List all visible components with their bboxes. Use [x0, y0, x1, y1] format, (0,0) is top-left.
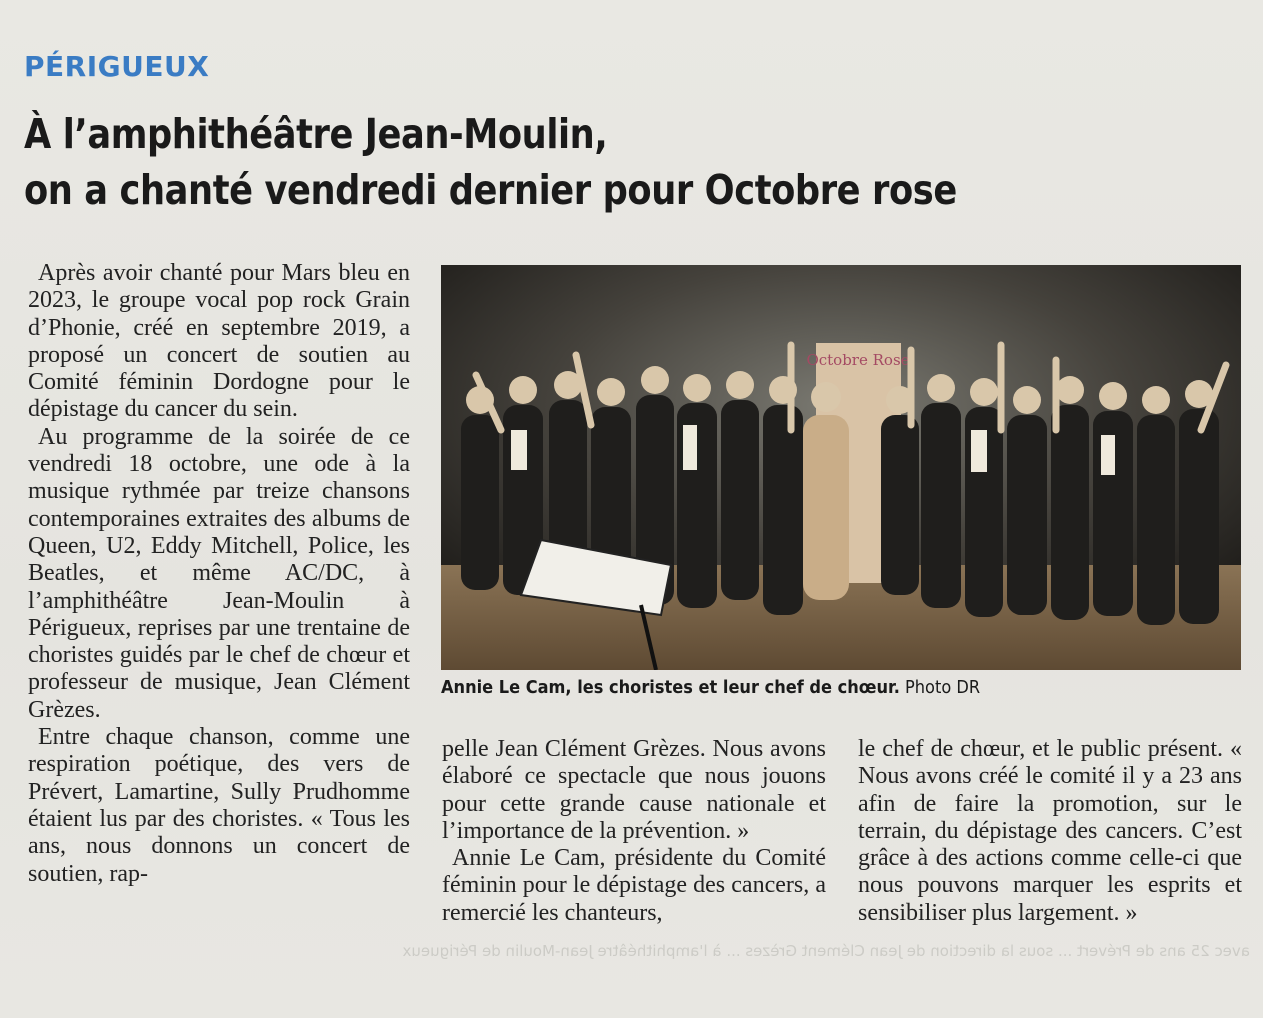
- choir-photo: [441, 265, 1241, 670]
- article-column-3: [858, 736, 1242, 927]
- article-headline: [24, 106, 1073, 218]
- paragraph: le chef de chœur, et le public présent. « Nous avons créé le comité il y a 23 ans afin de faire la promotion, sur le terrain, du dépistage des cancers. C’est grâce à des actions comme celle-ci que nous pouvons marquer les esprits et sensibiliser plus largement. »: [858, 736, 1242, 926]
- photo-caption: [441, 677, 980, 698]
- banner-text: Octobre Rose: [806, 351, 910, 369]
- paragraph: Après avoir chanté pour Mars bleu en 2023, le groupe vocal pop rock Grain d’Phonie, créé en septembre 2019, a proposé un concert de soutien au Comité féminin Dordogne pour le dépistage du cancer du sein.: [28, 260, 410, 423]
- article-column-1: [28, 260, 410, 888]
- choir-photo-illustration: [441, 265, 1241, 670]
- section-rubric: PÉRIGUEUX: [24, 50, 210, 83]
- paragraph: Entre chaque chanson, comme une respiration poétique, des vers de Prévert, Lamartine, Sully Prudhomme étaient lus par des choristes. « Tous les ans, nous donnons un concert de soutien, rap-: [28, 724, 410, 887]
- photo-credit: Photo DR: [905, 677, 981, 698]
- paragraph: Annie Le Cam, présidente du Comité féminin pour le dépistage des cancers, a remercié les chanteurs,: [442, 845, 826, 926]
- paragraph: Au programme de la soirée de ce vendredi 18 octobre, une ode à la musique rythmée par treize chansons contemporaines extraites des albums de Queen, U2, Eddy Mitchell, Police, les Beatles, et même AC/DC, à l’amphithéâtre Jean-Moulin à Périgueux, reprises par une trentaine de choristes guidés par le chef de chœur et professeur de musique, Jean Clément Grèzes.: [28, 423, 410, 723]
- article-column-2: [442, 736, 826, 927]
- paragraph: pelle Jean Clément Grèzes. Nous avons élaboré ce spectacle que nous jouons pour cette grande cause nationale et l’importance de la prévention. »: [442, 736, 826, 844]
- caption-text: Annie Le Cam, les choristes et leur chef de chœur.: [441, 677, 900, 698]
- headline-line-2: on a chanté vendredi dernier pour Octobre rose: [24, 166, 957, 214]
- show-through-text: avec 25 ans de Prévert ... sous la direction de Jean Clément Grèzes ... à l'amphithéâtre Jean-Moulin de Périgueux: [402, 942, 1250, 960]
- headline-line-1: À l’amphithéâtre Jean-Moulin,: [24, 110, 608, 158]
